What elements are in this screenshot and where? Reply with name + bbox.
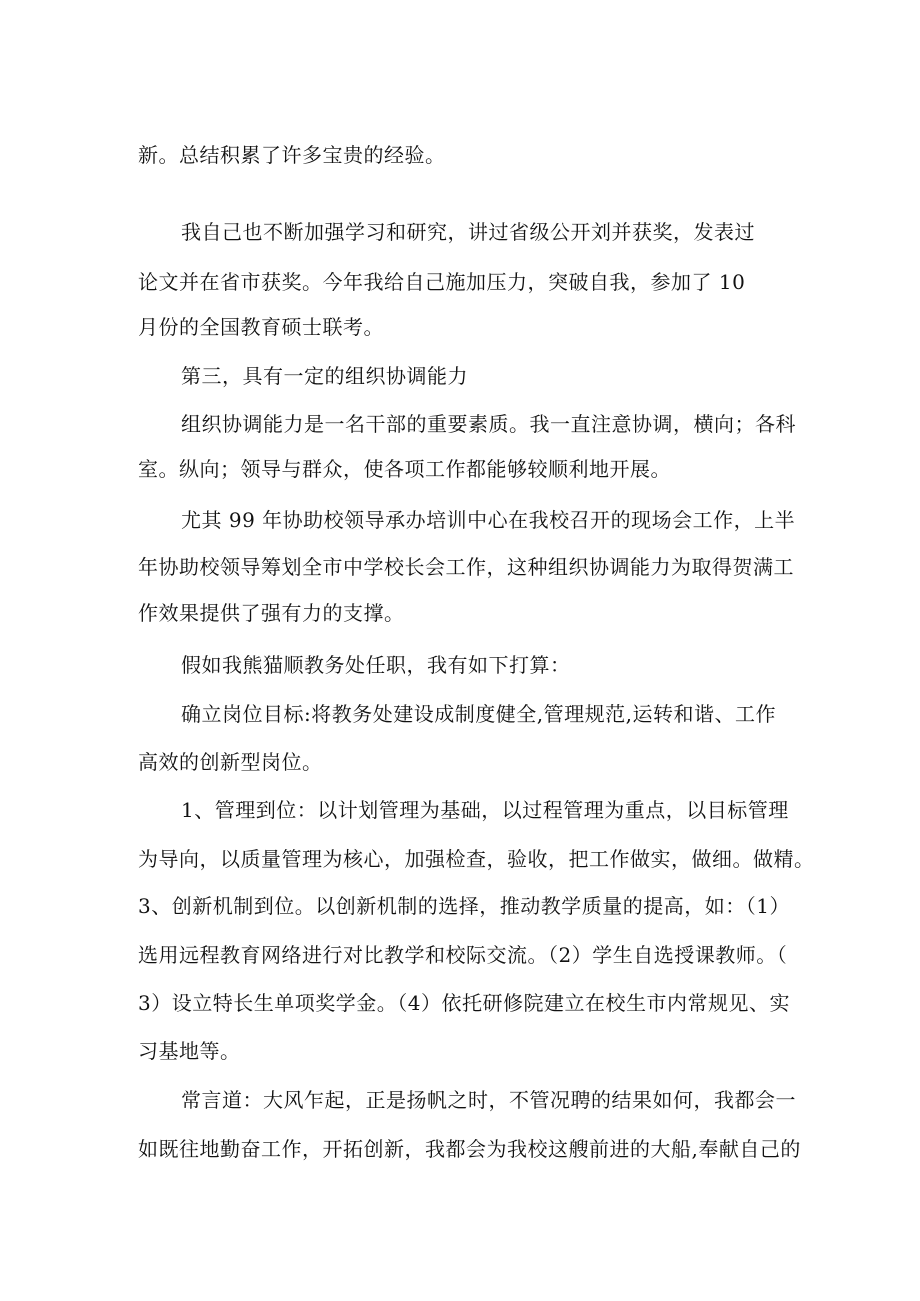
text-line: 常言道：大风乍起，正是扬帆之时，不管况聘的结果如何，我都会一 [181,1088,796,1112]
text-line: 为导向，以质量管理为核心，加强检查，验收，把工作做实，做细。做精。 [138,847,815,871]
text-line: 月份的全国教育硕士联考。 [138,315,384,339]
text-line: 尤其 99 年协助校领导承办培训中心在我校召开的现场会工作，上半 [181,508,796,532]
text-line: 组织协调能力是一名干部的重要素质。我一直注意协调，横向；各科 [181,412,796,436]
text-line: 新。总结积累了许多宝贵的经验。 [138,143,446,167]
text-line: 1、管理到位：以计划管理为基础，以过程管理为重点，以目标管理 [181,798,789,822]
text-line: 3、创新机制到位。以创新机制的选择，推动教学质量的提高，如：（1） [138,894,790,918]
text-line: 假如我熊猫顺教务处任职，我有如下打算： [181,653,571,677]
text-line: 如既往地勤奋工作，开拓创新，我都会为我校这艘前进的大船,奉献自己的 [138,1137,801,1161]
text-line: 室。纵向；领导与群众，使各项工作都能够较顺利地开展。 [138,457,671,481]
text-line: 确立岗位目标:将教务处建设成制度健全,管理规范,运转和谐、工作 [181,702,776,726]
text-line: 年协助校领导筹划全市中学校长会工作，这种组织协调能力为取得贺满工 [138,555,794,579]
text-line: 习基地等。 [138,1039,241,1063]
section-heading: 第三，具有一定的组织协调能力 [181,364,468,388]
text-line: 作效果提供了强有力的支撑。 [138,601,405,625]
text-line: 选用远程教育网络进行对比教学和校际交流。（2）学生自选授课教师。（ [138,943,788,967]
text-line: 我自己也不断加强学习和研究，讲过省级公开刘并获奖，发表过 [181,220,755,244]
text-line: 高效的创新型岗位。 [138,750,323,774]
text-line: 3）设立特长生单项奖学金。（4）依托研修院建立在校生市内常规见、实 [138,991,790,1015]
text-line: 论文并在省市获奖。今年我给自己施加压力，突破自我，参加了 10 [138,270,746,294]
